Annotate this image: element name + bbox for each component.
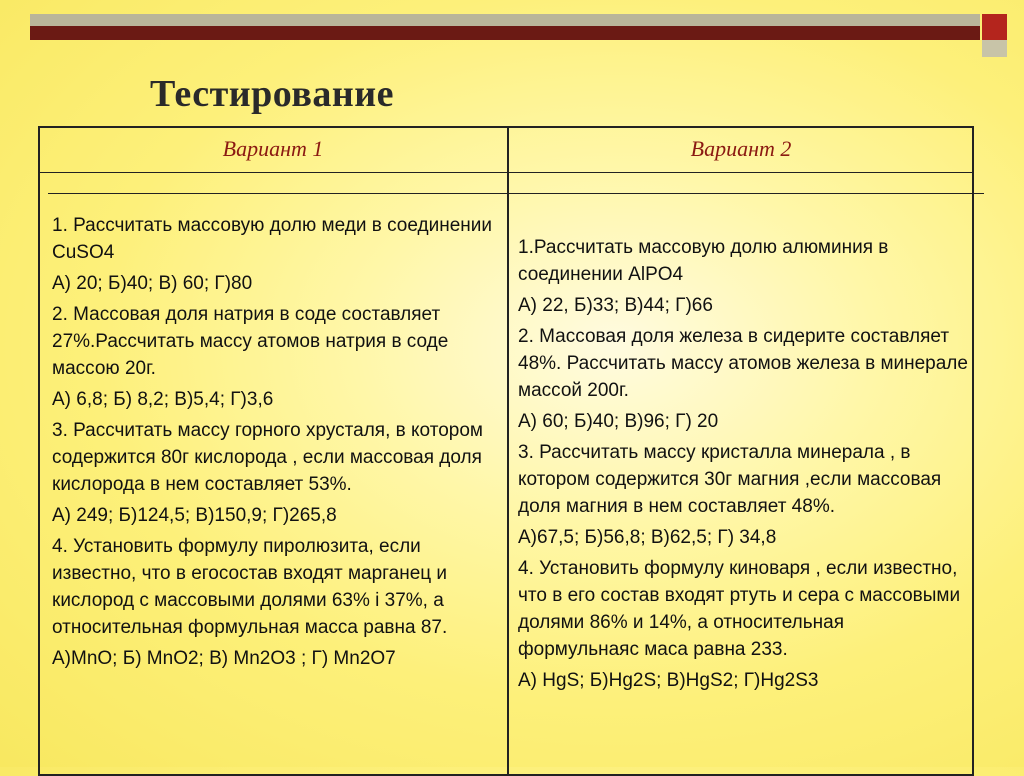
- header-divider-2: [48, 193, 984, 194]
- variant-1-item: А) 249; Б)124,5; В)150,9; Г)265,8: [52, 505, 337, 526]
- variant-2-item: А) 22, Б)33; В)44; Г)66: [518, 295, 713, 316]
- variant-1-item: 3. Рассчитать массу горного хрусталя, в котором содержится 80г кислорода , если массовая доля кислорода в нем составляет 53%.: [52, 420, 483, 495]
- column-divider: [507, 126, 509, 776]
- top-decor-bar: [30, 14, 980, 40]
- variant-2-item: 2. Массовая доля железа в сидерите составляет 48%. Рассчитать массу атомов железа в минерале массой 200г.: [518, 326, 968, 401]
- variant-1-item: 1. Рассчитать массовую долю меди в соединении CuSO4: [52, 215, 492, 263]
- variant-2-item: 4. Установить формулу киноваря , если известно, что в его состав входят ртуть и сера с массовыми долями 86% и 14%, а относительная формульнаяс маса равна 233.: [518, 558, 961, 660]
- variant-2-item: А) HgS; Б)Hg2S; В)HgS2; Г)Hg2S3: [518, 670, 819, 691]
- header-divider: [38, 172, 974, 173]
- page-title: Тестирование: [150, 73, 395, 115]
- top-decor-bar-light: [30, 14, 980, 26]
- variant-1-item: 4. Установить формулу пиролюзита, если известно, что в егосостав входят марганец и кислород с массовыми долями 63% і 37%, а относительная формульная масса равна 87.: [52, 536, 448, 638]
- variant-2-item: 3. Рассчитать массу кристалла минерала , в котором содержится 30г магния ,если массовая доля магния в нем составляет 48%.: [518, 442, 942, 517]
- corner-decor-box: [982, 14, 1007, 40]
- variant-2-column: [518, 234, 968, 698]
- variant-1-item: А) 6,8; Б) 8,2; В)5,4; Г)3,6: [52, 389, 274, 410]
- variant-1-item: А) 20; Б)40; В) 60; Г)80: [52, 273, 253, 294]
- variant-2-header: Вариант 2: [690, 136, 792, 161]
- variant-2-item: А)67,5; Б)56,8; В)62,5; Г) 34,8: [518, 527, 777, 548]
- variant-1-item: А)MnO; Б) MnO2; В) Mn2O3 ; Г) Mn2O7: [52, 648, 396, 669]
- corner-decor-line: [982, 40, 1007, 57]
- variant-2-item: 1.Рассчитать массовую долю алюминия в соединении AlPO4: [518, 237, 889, 285]
- variant-1-item: 2. Массовая доля натрия в соде составляет 27%.Рассчитать массу атомов натрия в соде массою 20г.: [52, 304, 449, 379]
- variant-1-column: [52, 212, 502, 676]
- variant-1-header: Вариант 1: [222, 136, 324, 161]
- variant-2-item: А) 60; Б)40; В)96; Г) 20: [518, 411, 719, 432]
